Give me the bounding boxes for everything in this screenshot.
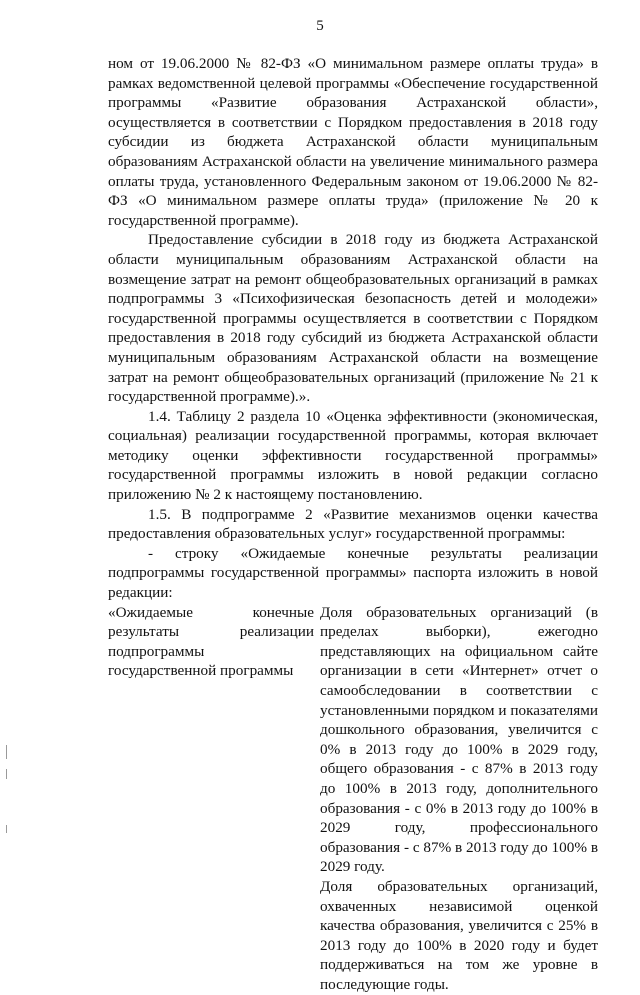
paragraph-row-instruction: - строку «Ожидаемые конечные результаты реализации подпрограммы государственной программы» паспорта изложить в новой редакции:: [108, 544, 598, 602]
paragraph-subsidy-repair: Предоставление субсидии в 2018 году из бюджета Астраханской области муниципальным образованиям Астраханской области на возмещение затрат на ремонт общеобразовательных организаций в рамках подпрограммы 3 «Психофизическая безопасность детей и молодежи» государственной программы осуществляется в соответствии с Порядком предоставления в 2018 году субсидий из бюджета Астраханской области муниципальным образованиям Астраханской области на возмещение затрат на ремонт общеобразовательных организаций (приложение № 21 к государственной программе).».: [108, 231, 598, 406]
scan-mark: [6, 825, 7, 833]
passport-row-value: [320, 603, 598, 995]
paragraph-continuation: ном от 19.06.2000 № 82-ФЗ «О минимальном размере оплаты труда» в рамках ведомственной целевой программы «Обеспечение государственной программы «Развитие образования Астраханской области», осуществляется в соответствии с Порядком предоставления в 2018 году субсидии из бюджета Астраханской области муниципальным образованиям Астраханской области на увеличение минимального размера оплаты труда, установленного Федеральным законом от 19.06.2000 № 82-ФЗ «О минимальном размере оплаты труда» (приложение № 20 к государственной программе).: [108, 55, 598, 229]
passport-table-row: [108, 603, 598, 995]
paragraph-item-1-5: 1.5. В подпрограмме 2 «Развитие механизмов оценки качества предоставления образовательных услуг» государственной программы:: [108, 505, 598, 543]
scan-mark: [6, 745, 7, 759]
page-number: 5: [316, 18, 324, 34]
passport-row-value-1: Доля образовательных организаций (в пределах выборки), ежегодно представляющих на официальном сайте организации в сети «Интернет» отчет о самообследовании в соответствии с установленными порядком и показателями дошкольного образования, увеличится с 0% в 2013 году до 100% в 2029 году, общего образования - с 87% в 2013 году до 100% в 2013 году, дополнительного образования - с 0% в 2013 году до 100% в 2029 году, профессионального образования - с 87% в 2013 году до 100% в 2029 году.: [320, 603, 598, 876]
passport-row-label-text: «Ожидаемые конечные результаты реализации подпрограммы государственной программы: [108, 603, 314, 680]
document-body: [108, 54, 598, 995]
passport-row-value-2: Доля образовательных организаций, охваченных независимой оценкой качества образования, увеличится с 25% в 2013 году до 100% в 2020 году и будет поддерживаться на том же уровне в последующие годы.: [320, 877, 598, 993]
scan-margin-marks: [6, 745, 10, 845]
passport-row-label: [108, 603, 320, 681]
scan-mark: [6, 769, 7, 779]
paragraph-item-1-4: 1.4. Таблицу 2 раздела 10 «Оценка эффективности (экономическая, социальная) реализации государственной программы, которая включает методику оценки эффективности государственной программы» государственной программы изложить в новой редакции согласно приложению № 2 к настоящему постановлению.: [108, 407, 598, 504]
